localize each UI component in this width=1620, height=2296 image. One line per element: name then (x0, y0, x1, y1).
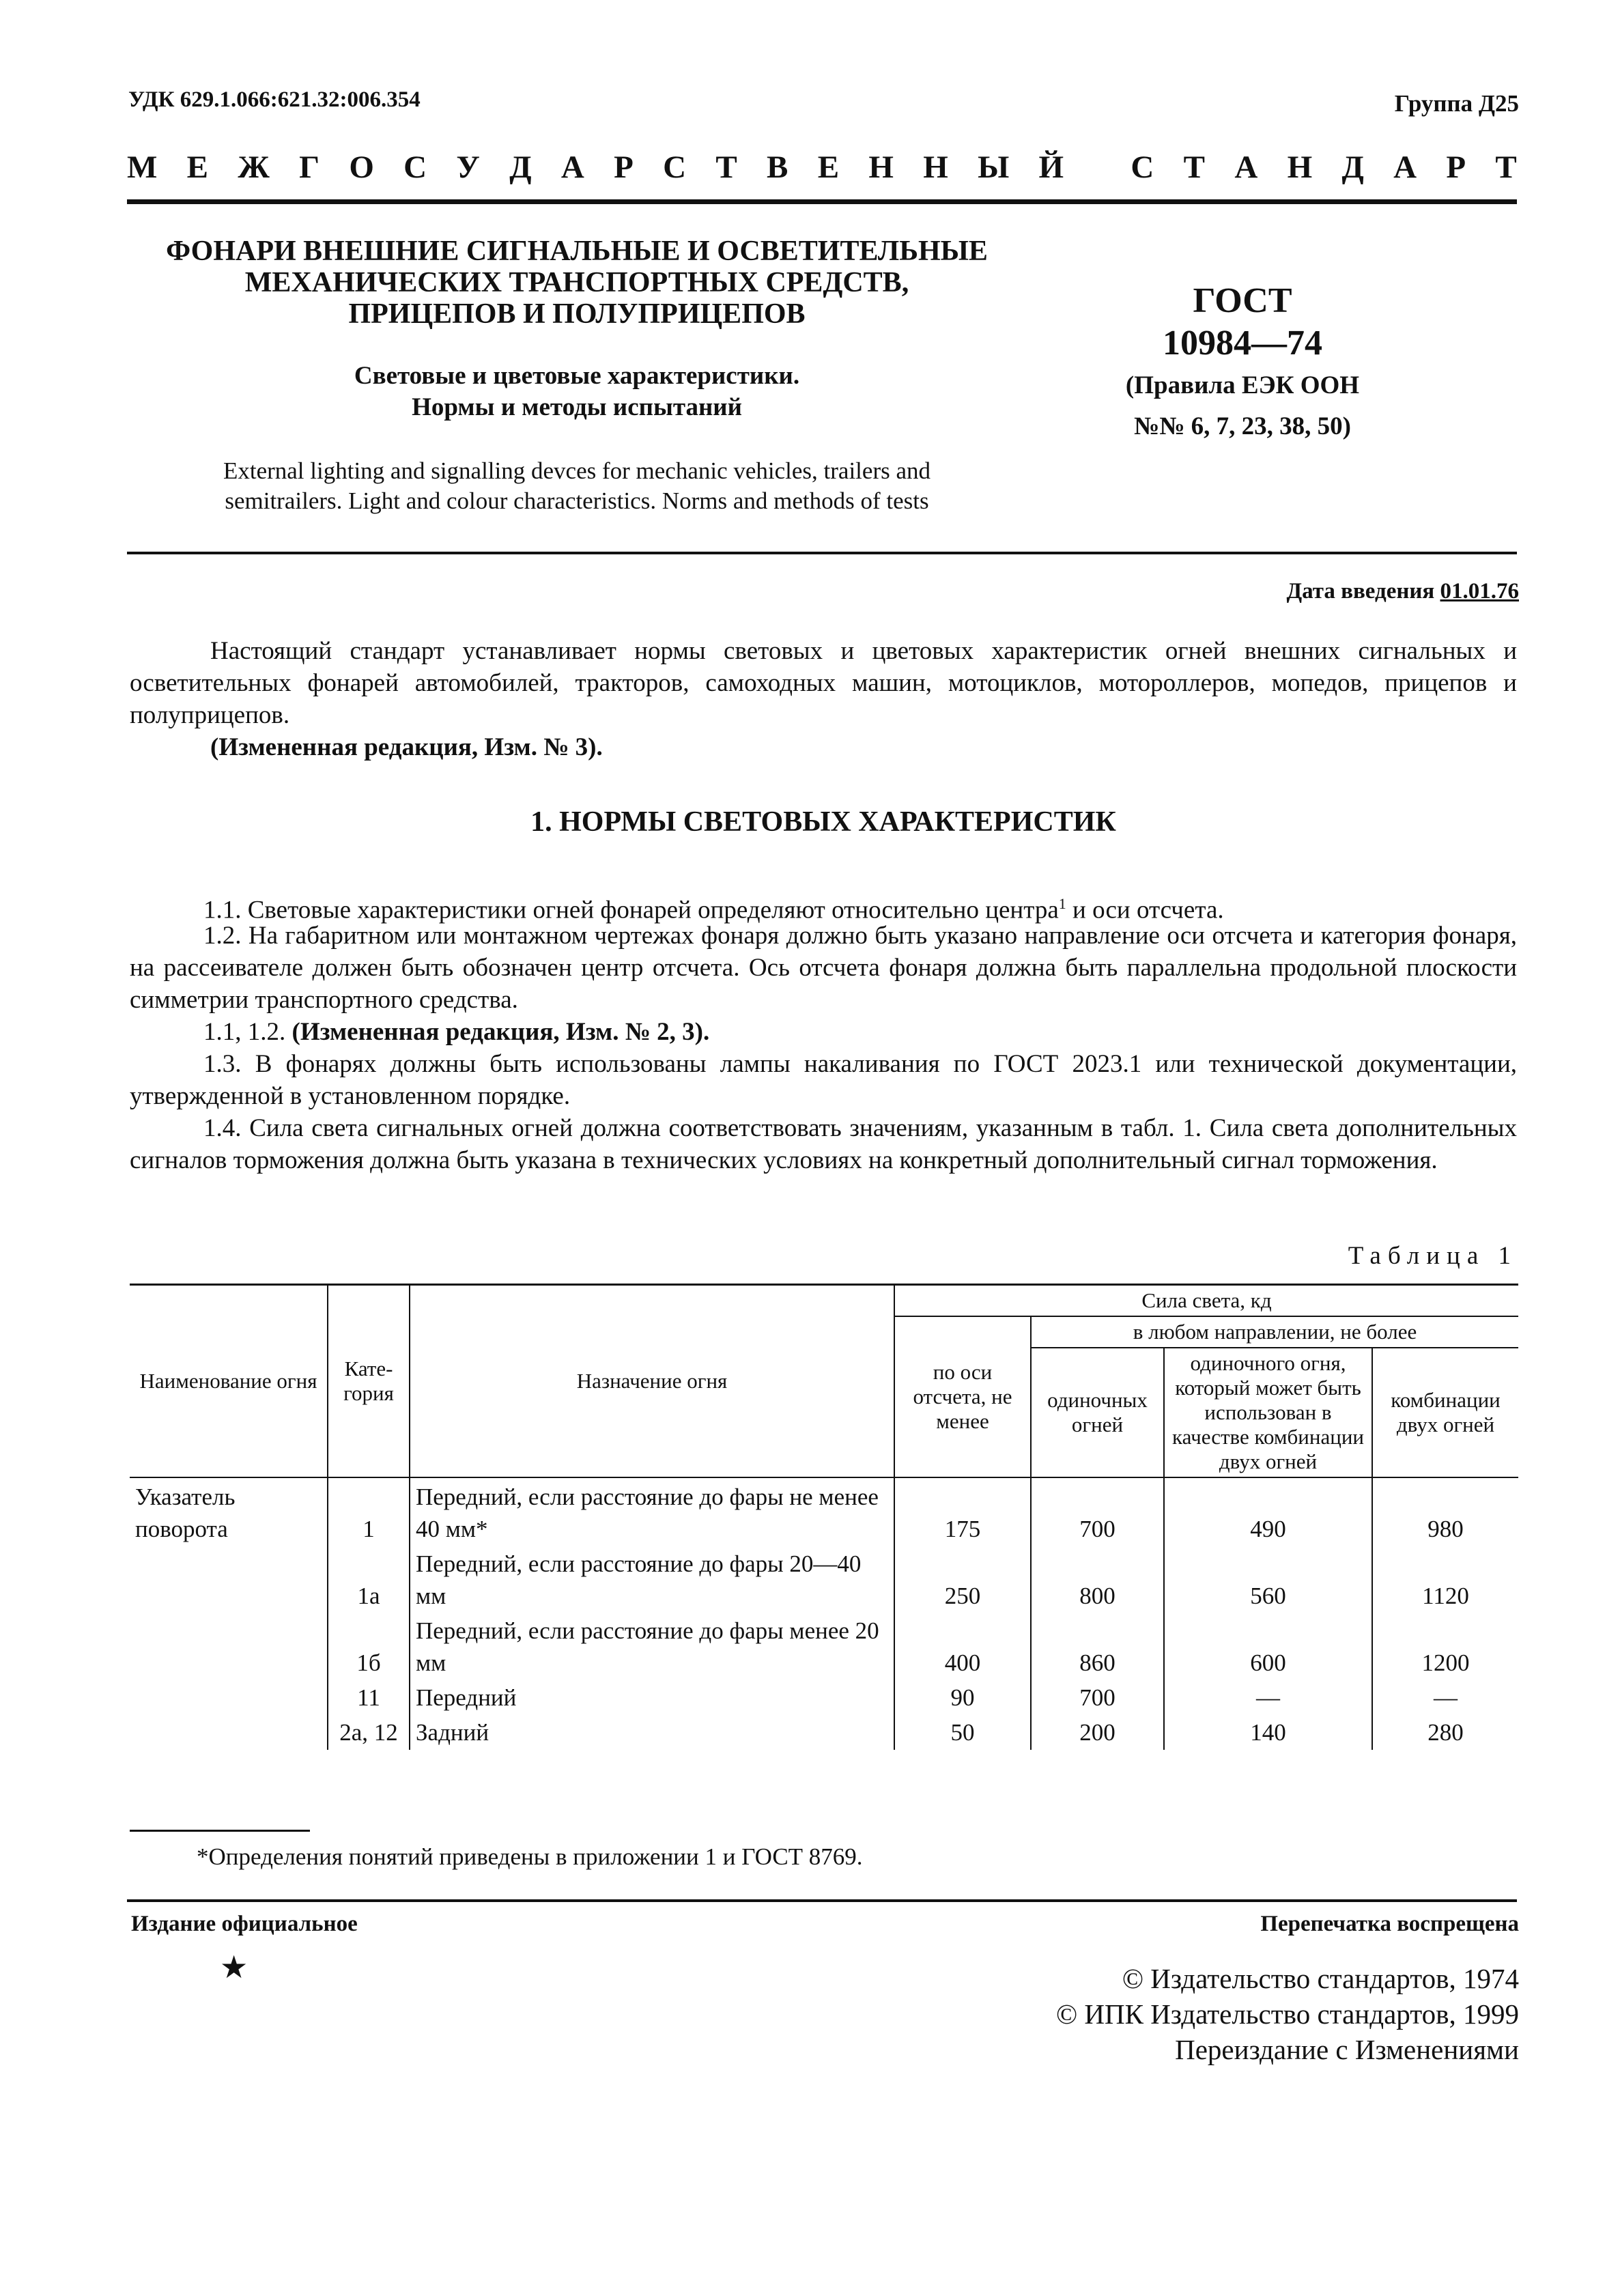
cell-combination: — (1372, 1680, 1518, 1715)
document-title (130, 236, 1024, 330)
banner-letter: Н (868, 150, 894, 185)
banner-letter: Е (817, 150, 840, 185)
clause-edit-text: (Измененная редакция, Изм. № 2, 3). (292, 1018, 710, 1046)
cell-single: 700 (1031, 1680, 1164, 1715)
col-header-intensity: Сила света, кд (894, 1285, 1518, 1317)
cell-category: 1б (328, 1613, 410, 1680)
footer-rule (127, 1899, 1517, 1902)
banner-letter: Ы (978, 150, 1010, 185)
clause-1-3: 1.3. В фонарях должны быть использованы лампы накаливания по ГОСТ 2023.1 или технической документации, утвержденной в установленном порядке. (130, 1050, 1517, 1110)
cell-axis: 50 (894, 1715, 1031, 1750)
star-icon: ★ (220, 1950, 248, 1985)
light-intensity-table (130, 1284, 1518, 1750)
top-rule (127, 199, 1517, 204)
cell-single: 800 (1031, 1546, 1164, 1613)
cell-single-combination: 140 (1164, 1715, 1372, 1750)
copyright-line: © Издательство стандартов, 1974 (1122, 1963, 1519, 1994)
banner-letter: Д (1341, 150, 1364, 185)
group-code: Группа Д25 (1394, 90, 1519, 117)
cell-purpose: Задний (410, 1715, 894, 1750)
clause-1-2: 1.2. На габаритном или монтажном чертежах фонаря должно быть указано направление оси отсчета и категория фонаря, на рассеивателе должен быть обозначен центр отсчета. Ось отсчета фонаря должна быть параллельна продольной плоскости симметрии транспортного средства. (130, 922, 1517, 1014)
header-rule (127, 552, 1517, 554)
col-header-category: Кате-гория (328, 1285, 410, 1478)
table-row (130, 1680, 1518, 1715)
cell-category: 1а (328, 1546, 410, 1613)
cell-axis: 175 (894, 1477, 1031, 1546)
col-header-single-combination: одиночного огня, который может быть использован в качестве комбинации двух огней (1164, 1348, 1372, 1477)
banner-letter: Е (186, 150, 209, 185)
date-label: Дата введения (1286, 579, 1435, 604)
section-heading: 1. НОРМЫ СВЕТОВЫХ ХАРАКТЕРИСТИК (530, 806, 1116, 838)
banner-letter: С (403, 150, 427, 185)
col-header-purpose: Назначение огня (410, 1285, 894, 1478)
cell-combination: 1200 (1372, 1613, 1518, 1680)
intro-edit-note: (Измененная редакция, Изм. № 3). (210, 733, 603, 761)
cell-combination: 980 (1372, 1477, 1518, 1546)
banner-letter: Н (923, 150, 948, 185)
banner-letter: М (127, 150, 158, 185)
col-header-any-direction: в любом направлении, не более (1031, 1316, 1518, 1348)
gost-rules-numbers: №№ 6, 7, 23, 38, 50) (1134, 412, 1351, 440)
table-label: Таблица 1 (1348, 1242, 1518, 1270)
cell-single-combination: 490 (1164, 1477, 1372, 1546)
cell-light-name: Указатель поворота (135, 1484, 236, 1542)
intro-paragraph: Настоящий стандарт устанавливает нормы световых и цветовых характеристик огней внешних сигнальных и осветительных фонарей автомобилей, тракторов, самоходных машин, мотоциклов, мотороллеров, мопедов, прицепов и полуприцепов. (130, 637, 1517, 729)
banner-letter: Ж (238, 150, 270, 185)
clause-1-4: 1.4. Сила света сигнальных огней должна соответствовать значениям, указанным в табл. 1. Сила света дополнительных сигналов торможения должна быть указана в технических условиях на конкретный дополнительный сигнал торможения. (130, 1114, 1517, 1174)
banner-gap (1093, 149, 1101, 186)
cell-axis: 250 (894, 1546, 1031, 1613)
reissue-note: Переиздание с Изменениями (1175, 2034, 1519, 2065)
banner-letter: С (663, 150, 687, 185)
banner-letter: Н (1287, 150, 1313, 185)
banner-letter: А (1234, 150, 1258, 185)
date-value: 01.01.76 (1440, 579, 1519, 604)
banner-letter: С (1131, 150, 1154, 185)
standard-banner (127, 149, 1517, 186)
english-line: semitrailers. Light and colour characteristics. Norms and methods of tests (225, 487, 929, 514)
document-subtitle (130, 360, 1024, 423)
official-edition: Издание официальное (131, 1912, 358, 1936)
effective-date (1286, 579, 1519, 604)
cell-axis: 90 (894, 1680, 1031, 1715)
cell-single: 200 (1031, 1715, 1164, 1750)
banner-letter: Т (715, 150, 737, 185)
banner-letter: Т (1495, 150, 1517, 185)
banner-letter: У (456, 150, 480, 185)
subtitle-line: Нормы и методы испытаний (412, 393, 742, 421)
banner-letter: А (560, 150, 584, 185)
table-row (130, 1477, 1518, 1546)
banner-letter: Т (1183, 150, 1206, 185)
cell-purpose: Передний, если расстояние до фары 20—40 мм (410, 1546, 894, 1613)
col-header-single: одиночных огней (1031, 1348, 1164, 1477)
banner-letter: Й (1038, 150, 1064, 185)
banner-letter: А (1393, 150, 1417, 185)
banner-letter: Р (1446, 150, 1466, 185)
col-header-axis: по оси отсчета, не менее (894, 1316, 1031, 1477)
clause-edit-note (203, 1016, 709, 1048)
cell-axis: 400 (894, 1613, 1031, 1680)
udk-code: УДК 629.1.066:621.32:006.354 (128, 87, 421, 112)
cell-single-combination: — (1164, 1680, 1372, 1715)
table-row (130, 1613, 1518, 1680)
cell-purpose: Передний (410, 1680, 894, 1715)
english-line: External lighting and signalling devces for mechanic vehicles, trailers and (223, 457, 931, 484)
footnote-rule (130, 1830, 310, 1832)
cell-purpose: Передний, если расстояние до фары менее 20 мм (410, 1613, 894, 1680)
table-row (130, 1546, 1518, 1613)
cell-single: 860 (1031, 1613, 1164, 1680)
cell-single: 700 (1031, 1477, 1164, 1546)
cell-category: 1 (328, 1477, 410, 1546)
banner-letter: О (349, 150, 374, 185)
gost-rules: (Правила ЕЭК ООН (1125, 371, 1360, 399)
copyright-line: © ИПК Издательство стандартов, 1999 (1055, 1998, 1519, 2030)
banner-letter: Р (614, 150, 634, 185)
english-title (130, 456, 1024, 516)
title-line: ПРИЦЕПОВ И ПОЛУПРИЦЕПОВ (348, 298, 806, 330)
banner-letter: Г (299, 150, 320, 185)
banner-letter: В (767, 150, 788, 185)
no-reprint-notice: Перепечатка воспрещена (1260, 1912, 1519, 1936)
copyright-block (1056, 1961, 1519, 2067)
col-header-name: Наименование огня (130, 1285, 328, 1478)
cell-single-combination: 600 (1164, 1613, 1372, 1680)
cell-category: 11 (328, 1680, 410, 1715)
title-line: ФОНАРИ ВНЕШНИЕ СИГНАЛЬНЫЕ И ОСВЕТИТЕЛЬНЫЕ (166, 236, 988, 267)
footnote-mark: 1 (1058, 895, 1066, 912)
cell-combination: 280 (1372, 1715, 1518, 1750)
gost-designation (1065, 280, 1420, 447)
cell-combination: 1120 (1372, 1546, 1518, 1613)
title-line: МЕХАНИЧЕСКИХ ТРАНСПОРТНЫХ СРЕДСТВ, (244, 267, 909, 298)
banner-letter: Д (509, 150, 532, 185)
cell-single-combination: 560 (1164, 1546, 1372, 1613)
cell-category: 2а, 12 (328, 1715, 410, 1750)
clause-text-end: и оси отсчета. (1066, 896, 1224, 924)
gost-number: 10984—74 (1163, 324, 1322, 363)
gost-name: ГОСТ (1193, 281, 1292, 320)
col-header-combination: комбинации двух огней (1372, 1348, 1518, 1477)
cell-purpose: Передний, если расстояние до фары не менее 40 мм* (410, 1477, 894, 1546)
table-row (130, 1715, 1518, 1750)
footnote: *Определения понятий приведены в приложении 1 и ГОСТ 8769. (197, 1843, 863, 1870)
clause-text: 1.1. Световые характеристики огней фонарей определяют относительно центра (203, 896, 1059, 924)
clause-numbers: 1.1, 1.2. (203, 1018, 286, 1046)
subtitle-line: Световые и цветовые характеристики. (354, 362, 800, 390)
